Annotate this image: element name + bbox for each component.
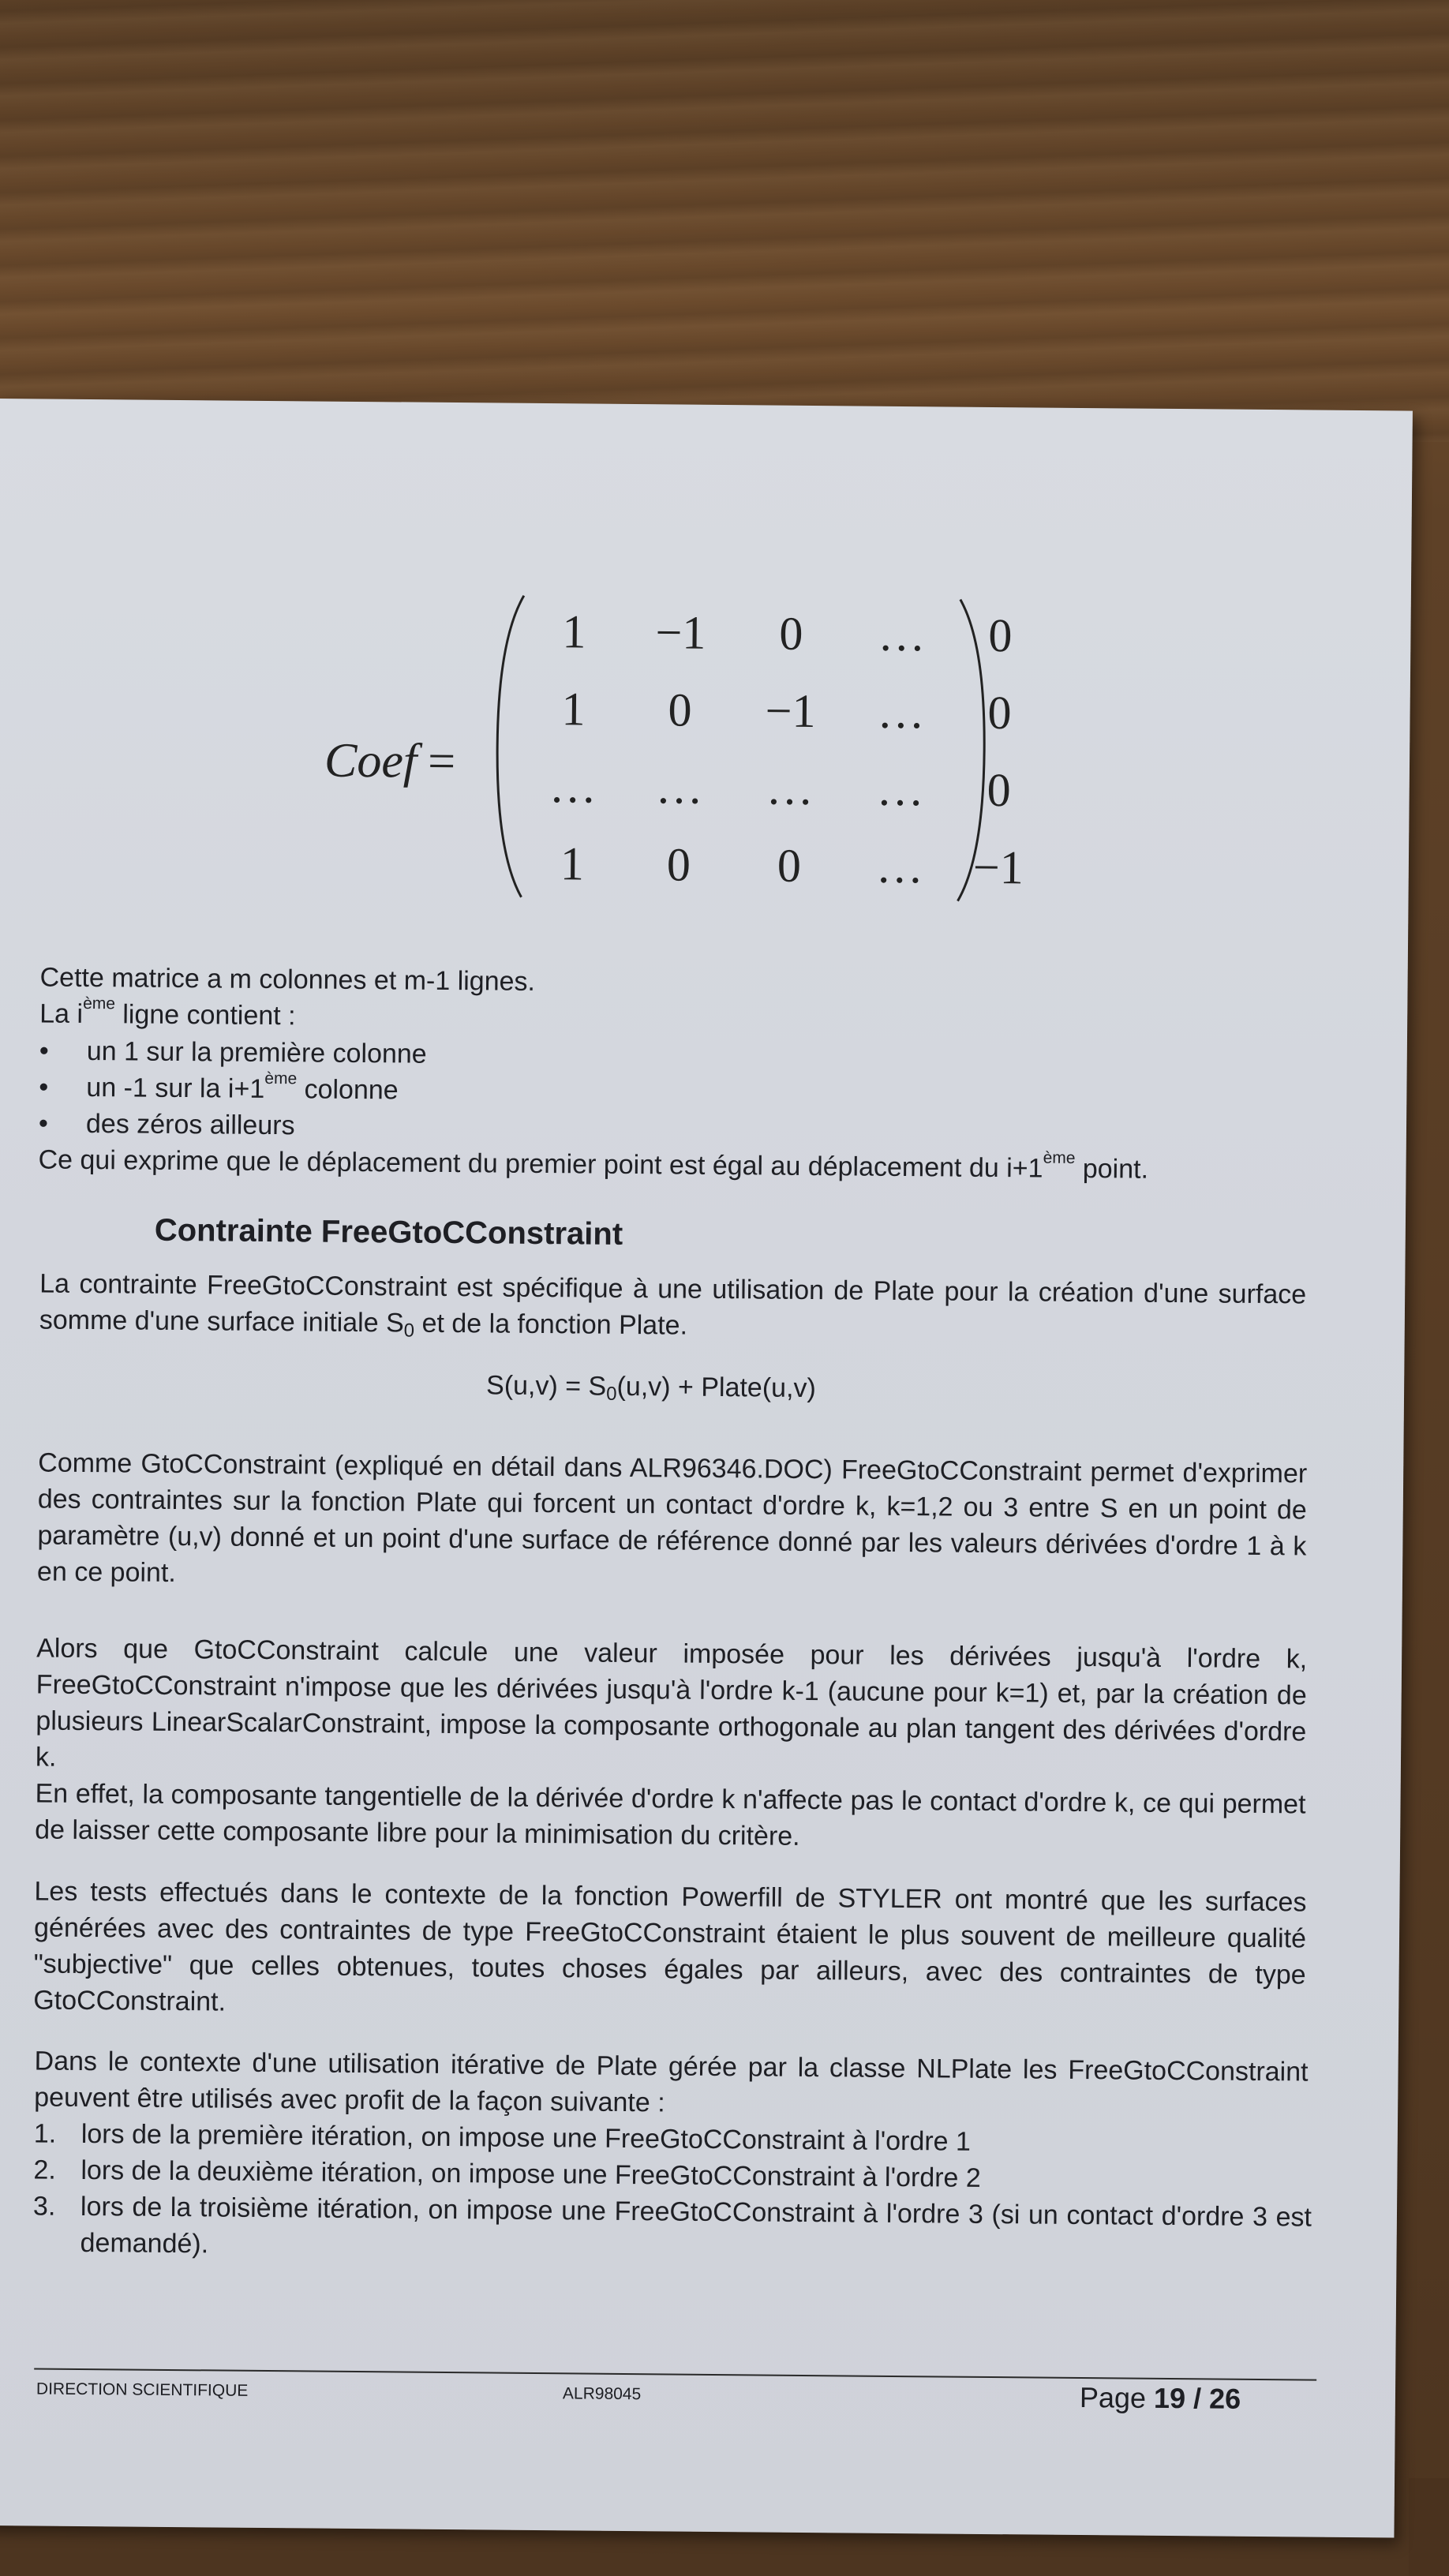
matrix-cell: 0 <box>988 608 1013 661</box>
footer-divider <box>34 2368 1316 2380</box>
superscript: ème <box>264 1069 298 1088</box>
coef-matrix-equation <box>323 591 1024 913</box>
matrix-label <box>324 733 456 790</box>
matrix-cell: 0 <box>777 839 802 892</box>
row-description-text: ligne contient : <box>114 999 296 1032</box>
page-separator: / <box>1185 2382 1210 2415</box>
paragraph: En effet, la composante tangentielle de la dérivée d'ordre k n'affecte pas le contact d'ordre k, ce qui permet de laisser cette composante libre pour la minimisation du critère. <box>35 1778 1306 1852</box>
matrix-cell: … <box>876 762 925 815</box>
list-number: 2. <box>33 2155 56 2185</box>
paragraph <box>39 1265 1307 1349</box>
matrix-cell: −1 <box>765 683 816 737</box>
bullet-item: • un 1 sur la première colonne <box>87 1033 427 1073</box>
right-parenthesis <box>954 597 988 904</box>
bullet-text: un -1 sur la i+1 <box>86 1072 265 1104</box>
matrix-cell: … <box>655 760 704 814</box>
matrix-cell: … <box>877 685 925 738</box>
list-number: 3. <box>32 2191 56 2222</box>
footer-document-id: ALR98045 <box>562 2384 642 2404</box>
equals-sign: = <box>427 734 456 789</box>
conclusion-text: Ce qui exprime que le déplacement du premier point est égal au déplacement du i+1 <box>38 1144 1043 1184</box>
document-page <box>0 399 1413 2538</box>
matrix-cell: … <box>875 840 924 893</box>
matrix-cell: 0 <box>666 837 691 891</box>
wooden-table-background <box>0 0 1449 442</box>
row-description <box>39 995 296 1034</box>
page-label: Page <box>1079 2381 1155 2414</box>
paragraph: Alors que GtoCConstraint calcule une valeur imposée pour les dérivées jusqu'à l'ordre k, FreeGtoCConstraint n'impose que les dérivées jusqu'à l'ordre k-1 (aucune pour k=1) et, par la création de plusieurs LinearScalarConstraint, impose la composante orthogonale au plan tangent des dérivées d'ordre k. <box>35 1633 1308 1773</box>
matrix-cell: … <box>766 761 814 814</box>
paragraph: Les tests effectués dans le contexte de la fonction Powerfill de STYLER ont montré que les surfaces générées avec des contraintes de type FreeGtoCConstraint étaient le plus souvent de meilleure qualité "subjective" que celles obtenues, toutes choses égales par ailleurs, avec des contraintes de type GtoCConstraint. <box>33 1876 1307 2017</box>
matrix-cells <box>520 593 1024 904</box>
bullet-text: colonne <box>296 1074 399 1106</box>
matrix-cell: 0 <box>779 607 803 660</box>
conclusion-text: point. <box>1075 1153 1149 1185</box>
list-text: lors de la deuxième itération, on impose une FreeGtoCConstraint à l'ordre 2 <box>80 2155 981 2193</box>
matrix-cell: 0 <box>987 686 1012 739</box>
list-text: lors de la première itération, on impose une FreeGtoCConstraint à l'ordre 1 <box>80 2118 972 2157</box>
bullet-item: • des zéros ailleurs <box>86 1106 295 1144</box>
page-number <box>1080 2381 1241 2416</box>
matrix-cell: … <box>878 608 926 661</box>
superscript: ème <box>83 994 116 1013</box>
subscript: 0 <box>403 1320 415 1342</box>
matrix-cell: … <box>549 759 597 813</box>
matrix-cell: 1 <box>561 682 586 735</box>
matrix-cell: 1 <box>562 605 586 657</box>
table-corner <box>1409 2478 1449 2576</box>
matrix-cell: 1 <box>560 837 585 889</box>
paragraph: Dans le contexte d'une utilisation itérative de Plate gérée par la classe NLPlate les FreeGtoCConstraint peuvent être utilisés avec profit de la façon suivante : <box>34 2046 1309 2118</box>
formula <box>486 1367 816 1406</box>
subscript: 0 <box>606 1383 617 1405</box>
paragraph: Comme GtoCConstraint (expliqué en détail dans ALR96346.DOC) FreeGtoCConstraint permet d'exprimer des contraintes sur la fonction Plate qui forcent un contact d'ordre k, k=1,2 ou 3 entre S en un point de paramètre (u,v) donné et un point d'une surface de référence donné par les valeurs dérivées d'ordre 1 à k en ce point. <box>36 1447 1308 1589</box>
list-number: 1. <box>33 2118 57 2149</box>
superscript: ème <box>1043 1148 1076 1167</box>
matrix-description: Cette matrice a m colonnes et m-1 lignes. <box>39 962 536 997</box>
matrix-cell: 0 <box>668 683 692 736</box>
list-text: lors de la troisième itération, on impose une FreeGtoCConstraint à l'ordre 3 (si un contact d'ordre 3 est demandé). <box>80 2191 1312 2260</box>
matrix-cell: −1 <box>972 841 1024 893</box>
page-total: 26 <box>1208 2382 1241 2415</box>
section-heading: Contrainte FreeGtoCConstraint <box>154 1212 623 1252</box>
page-content <box>0 399 1413 2538</box>
formula-text: (u,v) + Plate(u,v) <box>616 1371 816 1404</box>
paragraph-text: La contrainte FreeGtoCConstraint est spécifique à une utilisation de Plate pour la création d'une surface somme d'une surface initiale S <box>39 1268 1307 1339</box>
bullet-item <box>86 1069 399 1108</box>
matrix-cell: 0 <box>987 763 1012 816</box>
conclusion-line <box>38 1141 1148 1187</box>
formula-text: S(u,v) = S <box>485 1370 607 1402</box>
footer-department: DIRECTION SCIENTIFIQUE <box>36 2379 249 2400</box>
coef-symbol: Coef <box>324 733 417 788</box>
paragraph-text: et de la fonction Plate. <box>414 1308 688 1341</box>
list-item <box>32 2188 1312 2272</box>
page-current: 19 <box>1153 2381 1186 2415</box>
row-description-text: La i <box>39 998 84 1029</box>
matrix-cell: −1 <box>655 605 706 659</box>
